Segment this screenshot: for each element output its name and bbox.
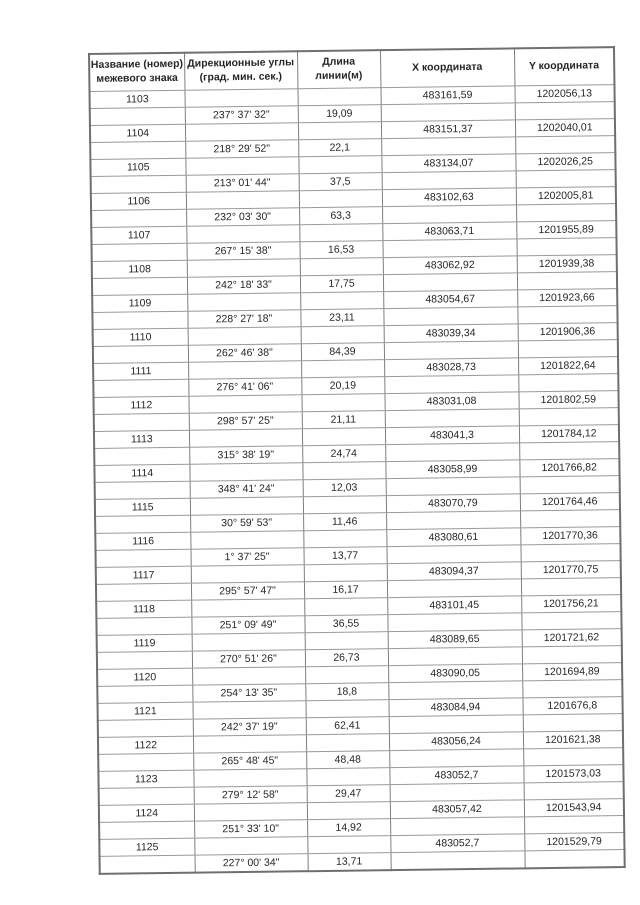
x-coordinate-cell (382, 171, 516, 190)
line-length-cell: 18,8 (305, 683, 388, 701)
directional-angle-cell (192, 633, 305, 651)
mark-number-cell (94, 447, 189, 465)
line-length-cell: 36,55 (304, 615, 387, 633)
line-length-cell: 84,39 (301, 343, 384, 361)
directional-angle-cell (191, 565, 304, 583)
x-coordinate-cell (389, 749, 523, 768)
directional-angle-cell: 227° 00' 34" (195, 854, 308, 873)
directional-angle-cell (194, 837, 307, 855)
line-length-cell (298, 156, 381, 174)
y-coordinate-cell: 1201939,38 (517, 255, 617, 273)
line-length-cell: 11,46 (303, 513, 386, 531)
line-length-cell (304, 564, 387, 582)
directional-angle-cell: 251° 33' 10" (194, 820, 307, 838)
y-coordinate-cell: 1202005,81 (516, 187, 616, 205)
col-header-mark-name: Название (номер) межевого знака (89, 53, 184, 92)
x-coordinate-cell: 483151,37 (381, 120, 515, 139)
line-length-cell (305, 700, 388, 718)
directional-angle-cell: 242° 18' 33" (187, 276, 300, 294)
directional-angle-cell (191, 599, 304, 617)
y-coordinate-cell: 1202040,01 (515, 119, 615, 137)
line-length-cell (306, 768, 389, 786)
y-coordinate-cell: 1201955,89 (516, 221, 616, 239)
directional-angle-cell (194, 803, 307, 821)
y-coordinate-cell: 1201802,59 (518, 391, 618, 409)
line-length-cell (299, 190, 382, 208)
y-coordinate-cell: 1201906,36 (518, 323, 618, 341)
x-coordinate-cell (389, 715, 523, 734)
mark-number-cell: 1111 (93, 362, 188, 380)
x-coordinate-cell (387, 613, 521, 632)
mark-number-cell (95, 515, 190, 533)
y-coordinate-cell (516, 204, 616, 222)
mark-number-cell (94, 413, 189, 431)
x-coordinate-cell: 483089,65 (388, 630, 522, 649)
y-coordinate-cell (524, 816, 624, 834)
directional-angle-cell (192, 667, 305, 685)
line-length-cell (306, 734, 389, 752)
mark-number-cell (93, 345, 188, 363)
directional-angle-cell (193, 735, 306, 753)
y-coordinate-cell: 1201721,62 (522, 629, 622, 647)
mark-number-cell: 1118 (96, 600, 191, 618)
col-header-x-coordinate: X координата (380, 48, 514, 87)
line-length-cell: 63,3 (299, 207, 382, 225)
mark-number-cell (99, 787, 194, 805)
y-coordinate-cell (517, 272, 617, 290)
mark-number-cell: 1117 (96, 566, 191, 584)
x-coordinate-cell: 483134,07 (381, 154, 515, 173)
x-coordinate-cell (385, 409, 519, 428)
mark-number-cell: 1112 (94, 396, 189, 414)
y-coordinate-cell (518, 374, 618, 392)
x-coordinate-cell: 483090,05 (388, 664, 522, 683)
y-coordinate-cell (516, 238, 616, 256)
y-coordinate-cell (520, 544, 620, 562)
mark-number-cell: 1106 (91, 192, 186, 210)
directional-angle-cell (187, 259, 300, 277)
y-coordinate-cell: 1201756,21 (521, 595, 621, 613)
mark-number-cell: 1122 (98, 736, 193, 754)
mark-number-cell (90, 107, 185, 125)
y-coordinate-cell: 1201764,46 (520, 493, 620, 511)
coordinates-table (88, 46, 626, 875)
y-coordinate-cell (515, 136, 615, 154)
mark-number-cell (91, 209, 186, 227)
directional-angle-cell: 270° 51' 26" (192, 650, 305, 668)
line-length-cell: 62,41 (306, 717, 389, 735)
directional-angle-cell (193, 701, 306, 719)
mark-number-cell: 1124 (99, 804, 194, 822)
mark-number-cell (92, 311, 187, 329)
y-coordinate-cell (517, 306, 617, 324)
y-coordinate-cell (523, 714, 623, 732)
mark-number-cell (96, 583, 191, 601)
x-coordinate-cell (382, 239, 516, 258)
y-coordinate-cell (515, 102, 615, 120)
y-coordinate-cell: 1201621,38 (523, 731, 623, 749)
line-length-cell (298, 122, 381, 140)
mark-number-cell (99, 821, 194, 839)
line-length-cell (302, 462, 385, 480)
line-length-cell (303, 530, 386, 548)
mark-number-cell (97, 651, 192, 669)
directional-angle-cell: 295° 57' 47" (191, 582, 304, 600)
line-length-cell: 14,92 (307, 819, 390, 837)
directional-angle-cell: 279° 12' 58" (194, 786, 307, 804)
x-coordinate-cell (386, 545, 520, 564)
mark-number-cell (91, 175, 186, 193)
line-length-cell (307, 836, 390, 854)
directional-angle-cell (185, 157, 298, 175)
y-coordinate-cell (524, 850, 624, 869)
x-coordinate-cell (386, 511, 520, 530)
directional-angle-cell: 218° 29' 52" (185, 140, 298, 158)
y-coordinate-cell: 1201822,64 (518, 357, 618, 375)
x-coordinate-cell (383, 307, 517, 326)
y-coordinate-cell: 1201770,36 (520, 527, 620, 545)
directional-angle-cell: 232° 03' 30" (186, 208, 299, 226)
mark-number-cell: 1120 (97, 668, 192, 686)
mark-number-cell: 1103 (90, 90, 185, 108)
y-coordinate-cell (516, 170, 616, 188)
x-coordinate-cell: 483094,37 (387, 562, 521, 581)
y-coordinate-cell (521, 612, 621, 630)
directional-angle-cell: 228° 27' 18" (187, 310, 300, 328)
directional-angle-cell: 254° 13' 35" (192, 684, 305, 702)
directional-angle-cell: 213° 01' 44" (186, 174, 299, 192)
y-coordinate-cell (521, 578, 621, 596)
directional-angle-cell: 267° 15' 38" (186, 242, 299, 260)
line-length-cell (303, 496, 386, 514)
directional-angle-cell: 242° 37' 19" (193, 718, 306, 736)
directional-angle-cell: 262° 46' 38" (188, 344, 301, 362)
x-coordinate-cell: 483161,59 (380, 86, 514, 105)
directional-angle-cell: 1° 37' 25" (191, 548, 304, 566)
y-coordinate-cell: 1201676,8 (522, 697, 622, 715)
y-coordinate-cell: 1201543,94 (524, 799, 624, 817)
x-coordinate-cell (384, 375, 518, 394)
mark-number-cell (95, 481, 190, 499)
mark-number-cell (96, 617, 191, 635)
x-coordinate-cell: 483102,63 (382, 188, 516, 207)
line-length-cell: 37,5 (299, 173, 382, 191)
line-length-cell: 22,1 (298, 139, 381, 157)
directional-angle-cell (187, 293, 300, 311)
x-coordinate-cell (388, 647, 522, 666)
mark-number-cell: 1107 (91, 226, 186, 244)
line-length-cell (299, 224, 382, 242)
mark-number-cell (97, 685, 192, 703)
y-coordinate-cell: 1202056,13 (514, 85, 614, 103)
mark-number-cell (90, 141, 185, 159)
line-length-cell: 23,11 (300, 309, 383, 327)
x-coordinate-cell: 483031,08 (384, 392, 518, 411)
mark-number-cell: 1123 (98, 770, 193, 788)
directional-angle-cell (186, 191, 299, 209)
x-coordinate-cell: 483054,67 (383, 290, 517, 309)
x-coordinate-cell: 483084,94 (388, 698, 522, 717)
mark-number-cell (92, 277, 187, 295)
directional-angle-cell: 265° 48' 45" (193, 752, 306, 770)
line-length-cell: 13,77 (303, 547, 386, 565)
line-length-cell (307, 802, 390, 820)
mark-number-cell: 1114 (94, 464, 189, 482)
line-length-cell (305, 632, 388, 650)
y-coordinate-cell: 1201923,66 (517, 289, 617, 307)
directional-angle-cell: 251° 09' 49" (191, 616, 304, 634)
line-length-cell: 16,17 (304, 581, 387, 599)
x-coordinate-cell: 483101,45 (387, 596, 521, 615)
x-coordinate-cell: 483052,7 (389, 766, 523, 785)
y-coordinate-cell (518, 340, 618, 358)
x-coordinate-cell (381, 103, 515, 122)
mark-number-cell: 1108 (92, 260, 187, 278)
line-length-cell (300, 292, 383, 310)
line-length-cell (304, 598, 387, 616)
directional-angle-cell (188, 361, 301, 379)
line-length-cell (297, 88, 380, 106)
line-length-cell (302, 428, 385, 446)
line-length-cell (301, 326, 384, 344)
line-length-cell (301, 360, 384, 378)
y-coordinate-cell (524, 782, 624, 800)
directional-angle-cell (184, 89, 297, 107)
directional-angle-cell (193, 769, 306, 787)
directional-angle-cell: 276° 41' 06" (188, 378, 301, 396)
x-coordinate-cell (390, 851, 524, 870)
x-coordinate-cell: 483057,42 (390, 800, 524, 819)
coordinates-table-body (90, 85, 625, 874)
y-coordinate-cell (519, 442, 619, 460)
x-coordinate-cell (384, 341, 518, 360)
directional-angle-cell: 348° 41' 24" (190, 480, 303, 498)
line-length-cell: 48,48 (306, 751, 389, 769)
mark-number-cell (100, 855, 195, 874)
x-coordinate-cell (390, 783, 524, 802)
x-coordinate-cell: 483080,61 (386, 528, 520, 547)
y-coordinate-cell (520, 510, 620, 528)
x-coordinate-cell: 483028,73 (384, 358, 518, 377)
y-coordinate-cell: 1201694,89 (522, 663, 622, 681)
directional-angle-cell (190, 531, 303, 549)
mark-number-cell: 1116 (95, 532, 190, 550)
y-coordinate-cell: 1202026,25 (515, 153, 615, 171)
x-coordinate-cell (388, 681, 522, 700)
x-coordinate-cell (381, 137, 515, 156)
line-length-cell (300, 258, 383, 276)
mark-number-cell (93, 379, 188, 397)
x-coordinate-cell: 483062,92 (383, 256, 517, 275)
directional-angle-cell: 30° 59' 53" (190, 514, 303, 532)
directional-angle-cell (190, 497, 303, 515)
line-length-cell: 21,11 (302, 411, 385, 429)
mark-number-cell (98, 719, 193, 737)
line-length-cell: 19,09 (298, 105, 381, 123)
y-coordinate-cell (523, 748, 623, 766)
x-coordinate-cell: 483041,3 (385, 426, 519, 445)
line-length-cell: 24,74 (302, 445, 385, 463)
mark-number-cell: 1113 (94, 430, 189, 448)
mark-number-cell (92, 243, 187, 261)
y-coordinate-cell: 1201766,82 (519, 459, 619, 477)
y-coordinate-cell (522, 680, 622, 698)
x-coordinate-cell: 483063,71 (382, 222, 516, 241)
mark-number-cell: 1104 (90, 124, 185, 142)
col-header-line-length: Длина линии(м) (297, 50, 380, 89)
y-coordinate-cell: 1201573,03 (523, 765, 623, 783)
line-length-cell: 12,03 (303, 479, 386, 497)
line-length-cell: 29,47 (307, 785, 390, 803)
mark-number-cell: 1109 (92, 294, 187, 312)
mark-number-cell: 1121 (98, 702, 193, 720)
x-coordinate-cell: 483058,99 (385, 460, 519, 479)
directional-angle-cell: 298° 57' 25" (189, 412, 302, 430)
x-coordinate-cell: 483039,34 (384, 324, 518, 343)
line-length-cell: 26,73 (305, 649, 388, 667)
line-length-cell: 17,75 (300, 275, 383, 293)
directional-angle-cell (186, 225, 299, 243)
col-header-y-coordinate: Y координата (514, 47, 614, 86)
coordinates-table-wrap (88, 46, 624, 875)
mark-number-cell (96, 549, 191, 567)
mark-number-cell: 1110 (93, 328, 188, 346)
x-coordinate-cell: 483052,7 (390, 834, 524, 853)
x-coordinate-cell (390, 817, 524, 836)
y-coordinate-cell (519, 408, 619, 426)
line-length-cell: 16,53 (299, 241, 382, 259)
col-header-directional-angles: Дирекционные углы (град. мин. сек.) (184, 51, 297, 90)
x-coordinate-cell (382, 205, 516, 224)
directional-angle-cell: 315° 38' 19" (189, 446, 302, 464)
line-length-cell: 13,71 (307, 853, 390, 872)
mark-number-cell: 1119 (97, 634, 192, 652)
x-coordinate-cell: 483070,79 (386, 494, 520, 513)
y-coordinate-cell: 1201784,12 (519, 425, 619, 443)
mark-number-cell: 1125 (99, 838, 194, 856)
directional-angle-cell (189, 429, 302, 447)
directional-angle-cell: 237° 37' 32" (185, 106, 298, 124)
mark-number-cell: 1115 (95, 498, 190, 516)
line-length-cell: 20,19 (301, 377, 384, 395)
y-coordinate-cell (522, 646, 622, 664)
x-coordinate-cell (387, 579, 521, 598)
directional-angle-cell (189, 463, 302, 481)
y-coordinate-cell: 1201529,79 (524, 833, 624, 851)
y-coordinate-cell: 1201770,75 (521, 561, 621, 579)
x-coordinate-cell (385, 443, 519, 462)
directional-angle-cell (188, 327, 301, 345)
y-coordinate-cell (520, 476, 620, 494)
line-length-cell (301, 394, 384, 412)
x-coordinate-cell (383, 273, 517, 292)
x-coordinate-cell: 483056,24 (389, 732, 523, 751)
directional-angle-cell (189, 395, 302, 413)
x-coordinate-cell (386, 477, 520, 496)
directional-angle-cell (185, 123, 298, 141)
line-length-cell (305, 666, 388, 684)
mark-number-cell (98, 753, 193, 771)
mark-number-cell: 1105 (90, 158, 185, 176)
